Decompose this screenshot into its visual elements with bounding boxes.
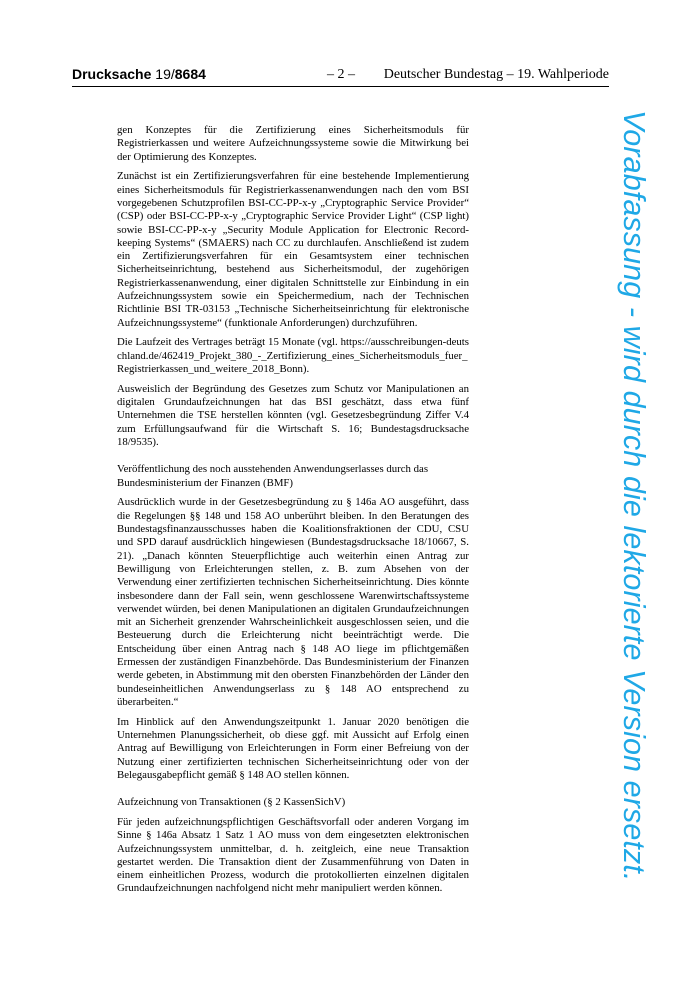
- section-heading: Veröffentlichung des noch ausstehenden Anwendungserlasses durch das Bundesministerium der Finanzen (BMF): [117, 463, 429, 489]
- document-number: Drucksache 19/8684: [72, 66, 206, 82]
- paragraph: Zunächst ist ein Zertifizierungsverfahren für eine bestehende Implementierung eines Sicherheitsmoduls für Registrierkassenanwendungen nach den vom BSI vorgegebenen Schutzprofilen BSI-CC-PP-x-y „Cryptographic Service Provider“ (CSP) oder BSI-CC-PP-x-y „Cryptographic Service Provider Light“ (CSP light) sowie BSI-CC-PP-x-y „Security Module Application for Electronic Record-keeping Systems“ (SMAERS) nach CC zu durchlaufen. Anschließend ist zudem ein Zertifizierungsverfahren für ein Gesamtsystem einer technischen Sicherheitseinrichtung, bestehend aus Sicherheitsmodul, der zugehörigen Registrierkassenanwendung, einer digitalen Schnittstelle zur Einbindung in ein Aufzeichnungssystem sowie ein Speichermedium, nach der Technischen Richtlinie BSI TR-03153 „Technische Sicherheitseinrichtung für elektronische Aufzeichnungssysteme“ (funktionale Anforderungen) durchzuführen.: [117, 170, 469, 329]
- watermark-text: Vorabfassung - wird durch die lektorierte Version ersetzt.: [617, 110, 651, 882]
- page-number: – 2 –: [327, 67, 355, 82]
- paragraph: Ausdrücklich wurde in der Gesetzesbegründung zu § 146a AO ausgeführt, dass die Regelungen §§ 148 und 158 AO unberührt bleiben. In den Beratungen des Bundestagsfinanzausschusses haben die Koalitionsfraktionen der CDU, CSU und SPD darauf ausdrücklich hingewiesen (Bundestagsdrucksache 18/10667, S. 21). „Danach könnten Steuerpflichtige auch weiterhin einen Antrag zur Bewilligung von Erleichterungen stellen, z. B. zum Absehen von der Verwendung einer zertifizierten technischen Sicherheitseinrichtung. Dies könnte insbesondere dann der Fall sein, wenn geschlossene Warenwirtschaftssysteme verwendet würden, bei denen Manipulationen an digitalen Grundaufzeichnungen mit an Sicherheit grenzender Wahrscheinlichkeit ausgeschlossen seien, und die Besteuerung durch die Erleichterung nicht beeinträchtigt werde. Die Entscheidung über einen Antrag nach § 148 AO liege im pflichtgemäßen Ermessen der zuständigen Finanzbehörde. Das Bundesministerium der Finanzen werde gebeten, in Abstimmung mit den obersten Finanzbehörden der Länder den bundeseinheitlichen Anwendungserlass zu § 148 AO entsprechend zu überarbeiten.“: [117, 496, 469, 708]
- paragraph: Die Laufzeit des Vertrages beträgt 15 Monate (vgl. https://ausschreibungen-deutschland.de/462419_Projekt_380_-_Zertifizierung_eines_Sicherheitsmoduls_fuer_Registrierkassen_und_weitere_2018_Bonn).: [117, 336, 469, 376]
- publisher: Deutscher Bundestag – 19. Wahlperiode: [383, 67, 609, 82]
- paragraph: Ausweislich der Begründung des Gesetzes zum Schutz vor Manipulationen an digitalen Grundaufzeichnungen hat das BSI geschätzt, dass etwa fünf Unternehmen die TSE herstellen könnten (vgl. Gesetzesbegründung Ziffer V.4 zum Erfüllungsaufwand für die Wirtschaft S. 16; Bundestagsdrucksache 18/9535).: [117, 382, 469, 449]
- section-heading: Aufzeichnung von Transaktionen (§ 2 KassenSichV): [117, 796, 346, 809]
- paragraph: gen Konzeptes für die Zertifizierung eines Sicherheitsmoduls für Registrierkassen und weitere Aufzeichnungssysteme sowie die Mitwirkung bei der Optimierung des Konzeptes.: [117, 124, 469, 163]
- watermark: [617, 110, 695, 910]
- page-header: [72, 64, 609, 87]
- document-body: [117, 124, 469, 902]
- paragraph: Im Hinblick auf den Anwendungszeitpunkt 1. Januar 2020 benötigen die Unternehmen Planungssicherheit, ob diese ggf. mit Aussicht auf Erfolg einen Antrag auf Bewilligung von Erleichterungen in Form einer Befreiung von der Nutzung einer zertifizierten technischen Sicherheitseinrichtung oder von der Belegausgabepflicht gemäß § 148 AO stellen können.: [117, 715, 469, 781]
- paragraph: Für jeden aufzeichnungspflichtigen Geschäftsvorfall oder anderen Vorgang im Sinne § 146a Absatz 1 Satz 1 AO muss von dem eingesetzten elektronischen Aufzeichnungssystem unmittelbar, d. h. zeitgleich, eine neue Transaktion gestartet werden. Die Transaktion dient der Zusammenführung von Daten in einem einheitlichen Prozess, wodurch die protokollierten einzelnen digitalen Grundaufzeichnungen nachfolgend nicht mehr manipuliert werden können.: [117, 815, 469, 895]
